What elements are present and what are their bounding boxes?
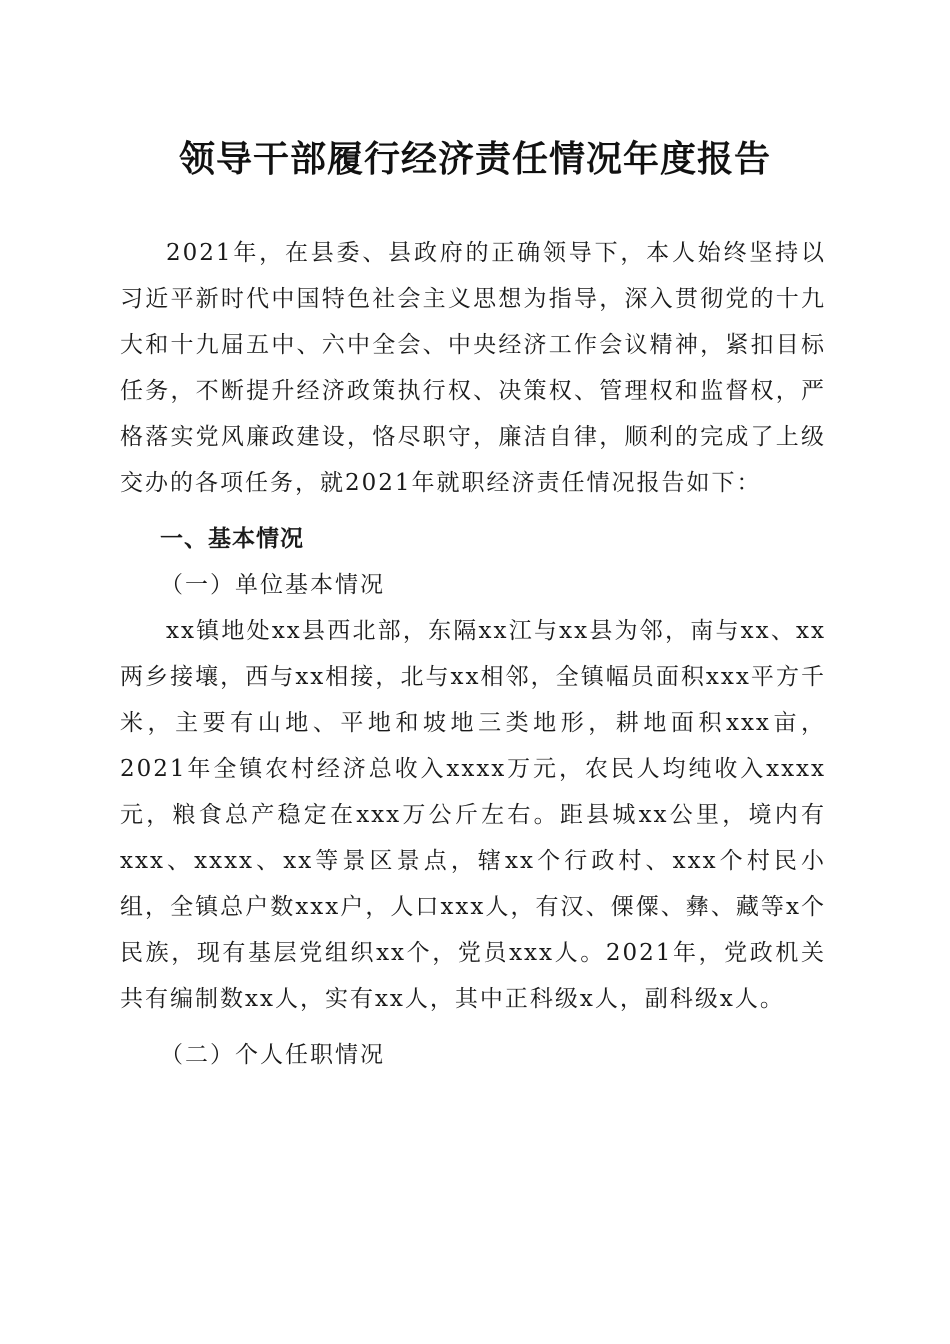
section-heading-basic-info: 一、基本情况 bbox=[160, 526, 304, 552]
intro-paragraph: 2021年，在县委、县政府的正确领导下，本人始终坚持以习近平新时代中国特色社会主义思想为指导，深入贯彻党的十九大和十九届五中、六中全会、中央经济工作会议精神，紧扣目标任务，不断提升经济政策执行权、决策权、管理权和监督权，严格落实党风廉政建设，恪尽职守，廉洁自律，顺利的完成了上级交办的各项任务，就2021年就职经济责任情况报告如下： bbox=[120, 240, 826, 496]
subsection-heading-unit-info: （一）单位基本情况 bbox=[160, 572, 385, 598]
unit-info-paragraph: xx镇地处xx县西北部，东隔xx江与xx县为邻，南与xx、xx两乡接壤，西与xx相接，北与xx相邻，全镇幅员面积xxx平方千米，主要有山地、平地和坡地三类地形，耕地面积xxx亩，2021年全镇农村经济总收入xxxx万元，农民人均纯收入xxxx元，粮食总产稳定在xxx万公斤左右。距县城xx公里，境内有xxx、xxxx、xx等景区景点，辖xx个行政村、xxx个村民小组，全镇总户数xxx户，人口xxx人，有汉、傈僳、彝、藏等x个民族，现有基层党组织xx个，党员xxx人。2021年，党政机关共有编制数xx人，实有xx人，其中正科级x人，副科级x人。 bbox=[120, 618, 826, 1012]
subsection-heading-personal-role: （二）个人任职情况 bbox=[160, 1042, 385, 1068]
spacer bbox=[120, 1022, 826, 1032]
document-title: 领导干部履行经济责任情况年度报告 bbox=[178, 138, 771, 180]
document-body bbox=[120, 230, 826, 1078]
spacer bbox=[120, 506, 826, 516]
